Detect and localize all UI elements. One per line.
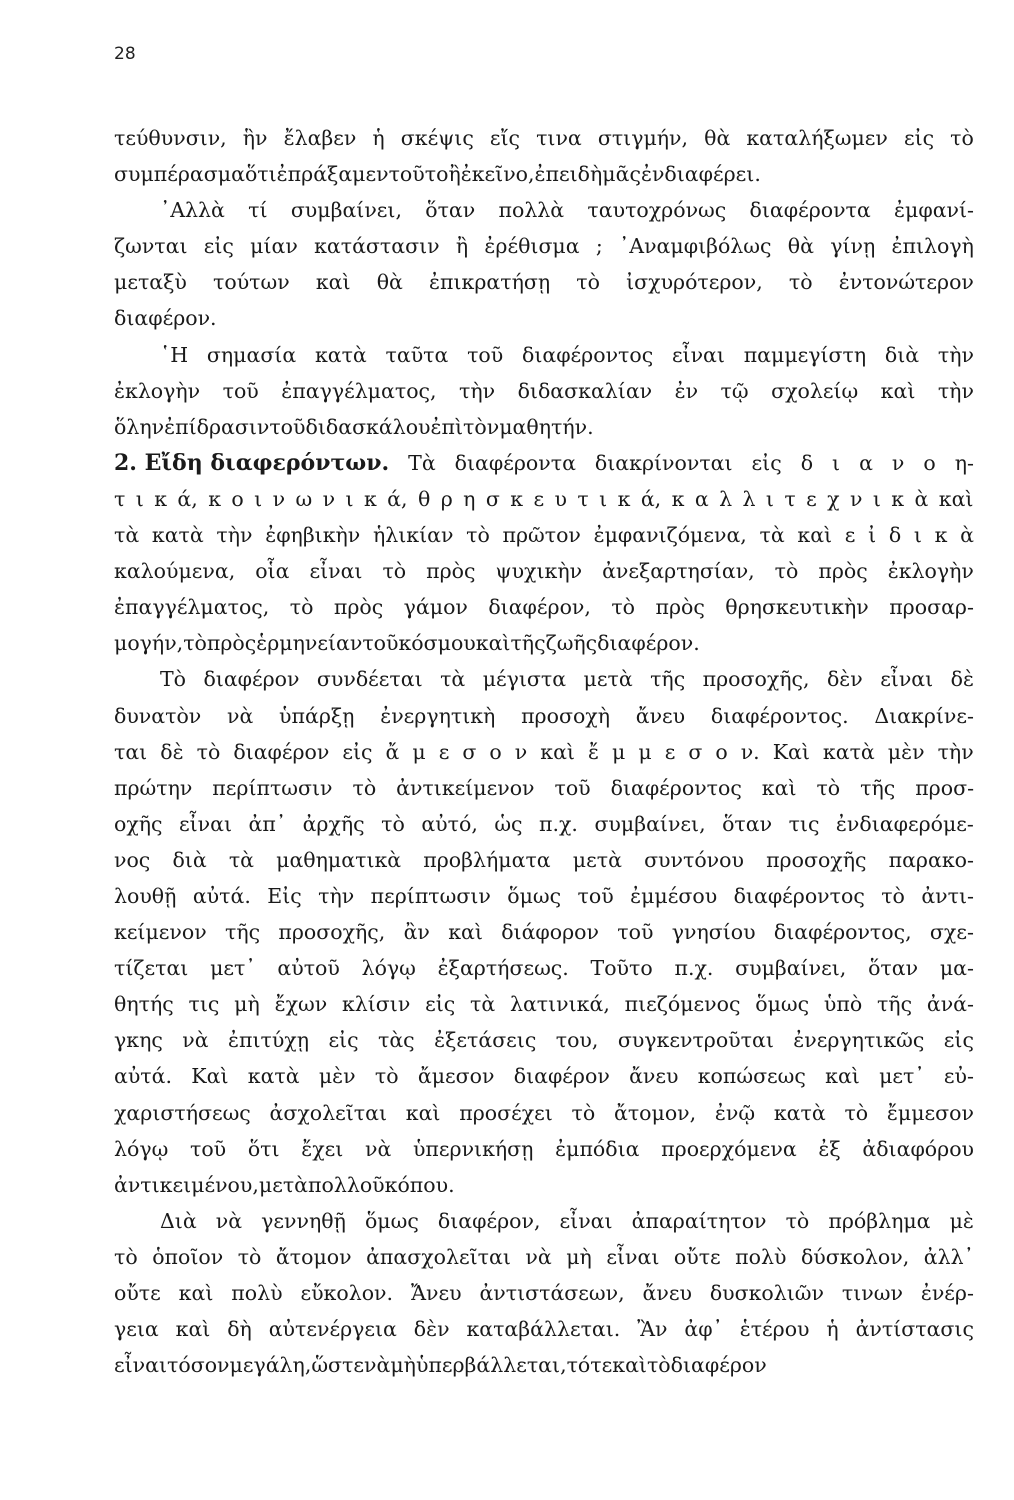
text-line: τὰ κατὰ τὴν ἐφηβικὴν ἡλικίαν τὸ πρῶτον ἐμφανιζόμενα, τὰ καὶ ε ἰ δ ι κ ὰ bbox=[114, 523, 974, 548]
text-line: καλούμενα, οἷα εἶναι τὸ πρὸς ψυχικὴν ἀνεξαρτησίαν, τὸ πρὸς ἐκλογὴν bbox=[114, 559, 974, 584]
page-number: 28 bbox=[114, 44, 136, 64]
text-line: ἐπαγγέλματος, τὸ πρὸς γάμον διαφέρον, τὸ πρὸς θρησκευτικὴν προσαρ- bbox=[114, 595, 974, 620]
text-line: κείμενον τῆς προσοχῆς, ἂν καὶ διάφορον τοῦ γνησίου διαφέροντος, σχε- bbox=[114, 920, 974, 945]
text-line: νος διὰ τὰ μαθηματικὰ προβλήματα μετὰ συντόνου προσοχῆς παρακο- bbox=[114, 847, 974, 872]
text-line: Τὸ διαφέρον συνδέεται τὰ μέγιστα μετὰ τῆς προσοχῆς, δὲν εἶναι δὲ bbox=[160, 667, 974, 692]
text-line: ᾿Αλλὰ τί συμβαίνει, ὅταν πολλὰ ταυτοχρόνως διαφέροντα ἐμφανί- bbox=[160, 198, 974, 223]
text-line: γεια καὶ δὴ αὐτενέργεια δὲν καταβάλλεται. Ἂν ἀφ᾿ ἑτέρου ἡ ἀντίστασις bbox=[114, 1317, 974, 1342]
text-line: ζωνται εἰς μίαν κατάστασιν ἢ ἐρέθισμα ; ᾿Αναμφιβόλως θὰ γίνῃ ἐπιλογὴ bbox=[114, 234, 974, 259]
text-line: Διὰ νὰ γεννηθῇ ὅμως διαφέρον, εἶναι ἀπαραίτητον τὸ πρόβλημα μὲ bbox=[160, 1208, 974, 1233]
text-line: συμπέρασμα ὅτι ἐπράξαμεν τοῦτο ἢ ἐκεῖνο, ἐπειδὴ μᾶς ἐνδιαφέρει. bbox=[114, 162, 761, 187]
text-line: μεταξὺ τούτων καὶ θὰ ἐπικρατήσῃ τὸ ἰσχυρότερον, τὸ ἐντονώτερον bbox=[114, 270, 974, 295]
text-line: αὐτά. Καὶ κατὰ μὲν τὸ ἄμεσον διαφέρον ἄνευ κοπώσεως καὶ μετ᾿ εὐ- bbox=[114, 1064, 974, 1089]
text-line: ἀντικειμένου, μετὰ πολλοῦ κόπου. bbox=[114, 1172, 455, 1197]
section-heading: 2. Εἴδη διαφερόντων. bbox=[114, 449, 390, 476]
text-line: θητής τις μὴ ἔχων κλίσιν εἰς τὰ λατινικά, πιεζόμενος ὅμως ὑπὸ τῆς ἀνά- bbox=[114, 992, 974, 1017]
text-line: ὅλην ἐπίδρασιν τοῦ διδασκάλου ἐπὶ τὸν μαθητήν. bbox=[114, 414, 594, 439]
text-line: μογήν, τὸ πρὸς ἑρμηνείαν τοῦ κόσμου καὶ τῆς ζωῆς διαφέρον. bbox=[114, 631, 700, 656]
text-line: ται δὲ τὸ διαφέρον εἰς ἄ μ ε σ ο ν καὶ ἔ μ μ ε σ ο ν. Καὶ κατὰ μὲν τὴν bbox=[114, 739, 974, 764]
text-line: διαφέρον. bbox=[114, 306, 217, 331]
body-text bbox=[114, 120, 974, 1383]
text-line: πρώτην περίπτωσιν τὸ ἀντικείμενον τοῦ διαφέροντος καὶ τὸ τῆς προσ- bbox=[114, 775, 974, 800]
text-line: λόγῳ τοῦ ὅτι ἔχει νὰ ὑπερνικήσῃ ἐμπόδια προερχόμενα ἐξ ἀδιαφόρου bbox=[114, 1136, 974, 1161]
text-line: ἐκλογὴν τοῦ ἐπαγγέλματος, τὴν διδασκαλίαν ἐν τῷ σχολείῳ καὶ τὴν bbox=[114, 378, 974, 403]
text-line: ῾Η σημασία κατὰ ταῦτα τοῦ διαφέροντος εἶναι παμμεγίστη διὰ τὴν bbox=[160, 342, 974, 367]
text-line: δυνατὸν νὰ ὑπάρξῃ ἐνεργητικὴ προσοχὴ ἄνευ διαφέροντος. Διακρίνε- bbox=[114, 703, 974, 728]
heading-line: 2. Εἴδη διαφερόντων. Τὰ διαφέροντα διακρίνονται εἰς δ ι α ν ο η- bbox=[114, 445, 974, 481]
text-line: οὔτε καὶ πολὺ εὔκολον. Ἄνευ ἀντιστάσεων, ἄνευ δυσκολιῶν τινων ἐνέρ- bbox=[114, 1281, 974, 1305]
text-line: εἶναι τόσον μεγάλη, ὥστε νὰ μὴ ὑπερβάλλεται, τότε καὶ τὸ διαφέρον bbox=[114, 1353, 767, 1378]
text-line: οχῆς εἶναι ἀπ᾿ ἀρχῆς τὸ αὐτό, ὡς π.χ. συμβαίνει, ὅταν τις ἐνδιαφερόμε- bbox=[114, 811, 974, 836]
text-line: χαριστήσεως ἀσχολεῖται καὶ προσέχει τὸ ἄτομον, ἐνῷ κατὰ τὸ ἔμμεσον bbox=[114, 1100, 974, 1125]
text-line: τ ι κ ά, κ ο ι ν ω ν ι κ ά, θ ρ η σ κ ε υ τ ι κ ά, κ α λ λ ι τ ε χ ν ι κ ὰ καὶ bbox=[114, 486, 974, 511]
text-line: λουθῇ αὐτά. Εἰς τὴν περίπτωσιν ὅμως τοῦ ἐμμέσου διαφέροντος τὸ ἀντι- bbox=[114, 883, 974, 908]
text-line: γκης νὰ ἐπιτύχῃ εἰς τὰς ἐξετάσεις του, συγκεντροῦται ἐνεργητικῶς εἰς bbox=[114, 1028, 974, 1053]
text-line: τίζεται μετ᾿ αὐτοῦ λόγῳ ἐξαρτήσεως. Τοῦτο π.χ. συμβαίνει, ὅταν μα- bbox=[114, 956, 974, 981]
text-line: τὸ ὁποῖον τὸ ἄτομον ἀπασχολεῖται νὰ μὴ εἶναι οὔτε πολὺ δύσκολον, ἀλλ᾿ bbox=[114, 1244, 974, 1269]
text-line: τεύθυνσιν, ἣν ἔλαβεν ἡ σκέψις εἴς τινα στιγμήν, θὰ καταλήξωμεν εἰς τὸ bbox=[114, 126, 974, 150]
